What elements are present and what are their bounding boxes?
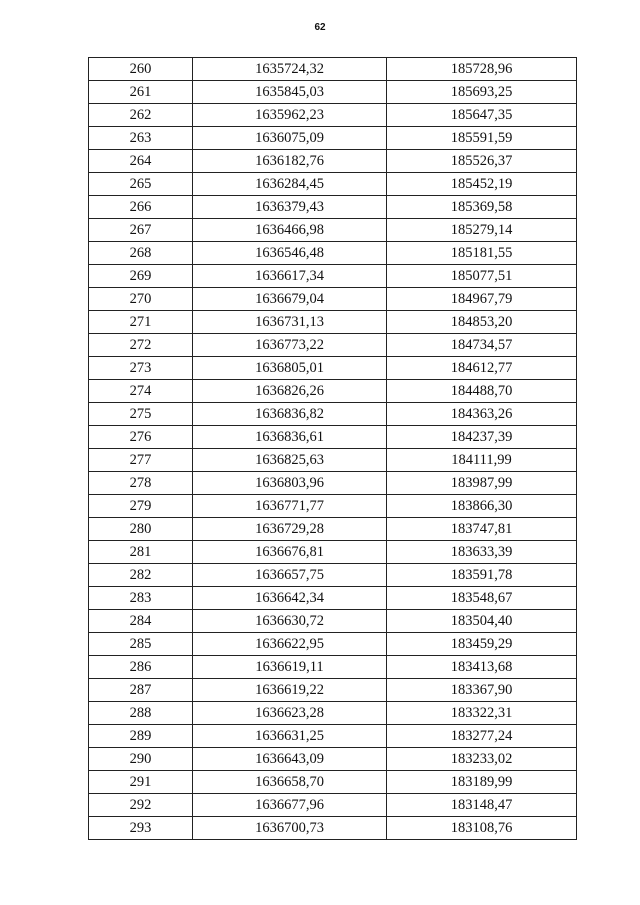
- point-number-cell: 281: [89, 541, 193, 564]
- y-coordinate-cell: 185452,19: [387, 173, 577, 196]
- table-row: [89, 127, 577, 150]
- table-row: [89, 242, 577, 265]
- y-coordinate-cell: 183987,99: [387, 472, 577, 495]
- table-row: [89, 426, 577, 449]
- table-row: [89, 311, 577, 334]
- x-coordinate-cell: 1636617,34: [193, 265, 387, 288]
- point-number-cell: 262: [89, 104, 193, 127]
- table-row: [89, 495, 577, 518]
- point-number-cell: 276: [89, 426, 193, 449]
- table-row: [89, 748, 577, 771]
- point-number-cell: 292: [89, 794, 193, 817]
- table-row: [89, 104, 577, 127]
- x-coordinate-cell: 1636836,61: [193, 426, 387, 449]
- table-row: [89, 610, 577, 633]
- y-coordinate-cell: 183367,90: [387, 679, 577, 702]
- x-coordinate-cell: 1636771,77: [193, 495, 387, 518]
- y-coordinate-cell: 183459,29: [387, 633, 577, 656]
- point-number-cell: 265: [89, 173, 193, 196]
- y-coordinate-cell: 184967,79: [387, 288, 577, 311]
- y-coordinate-cell: 183866,30: [387, 495, 577, 518]
- y-coordinate-cell: 185591,59: [387, 127, 577, 150]
- point-number-cell: 290: [89, 748, 193, 771]
- table-row: [89, 656, 577, 679]
- point-number-cell: 261: [89, 81, 193, 104]
- x-coordinate-cell: 1636622,95: [193, 633, 387, 656]
- point-number-cell: 289: [89, 725, 193, 748]
- table-row: [89, 817, 577, 840]
- point-number-cell: 288: [89, 702, 193, 725]
- y-coordinate-cell: 183591,78: [387, 564, 577, 587]
- point-number-cell: 286: [89, 656, 193, 679]
- point-number-cell: 272: [89, 334, 193, 357]
- table-row: [89, 449, 577, 472]
- table-row: [89, 81, 577, 104]
- table-row: [89, 518, 577, 541]
- point-number-cell: 291: [89, 771, 193, 794]
- x-coordinate-cell: 1636679,04: [193, 288, 387, 311]
- y-coordinate-cell: 183277,24: [387, 725, 577, 748]
- table-row: [89, 564, 577, 587]
- point-number-cell: 263: [89, 127, 193, 150]
- x-coordinate-cell: 1636546,48: [193, 242, 387, 265]
- point-number-cell: 271: [89, 311, 193, 334]
- table-row: [89, 587, 577, 610]
- coordinates-table-body: [89, 58, 577, 840]
- y-coordinate-cell: 184111,99: [387, 449, 577, 472]
- y-coordinate-cell: 185077,51: [387, 265, 577, 288]
- coordinates-table: [88, 57, 577, 840]
- table-row: [89, 403, 577, 426]
- table-row: [89, 58, 577, 81]
- table-row: [89, 633, 577, 656]
- x-coordinate-cell: 1635962,23: [193, 104, 387, 127]
- y-coordinate-cell: 184734,57: [387, 334, 577, 357]
- point-number-cell: 266: [89, 196, 193, 219]
- x-coordinate-cell: 1636182,76: [193, 150, 387, 173]
- point-number-cell: 279: [89, 495, 193, 518]
- point-number-cell: 283: [89, 587, 193, 610]
- table-row: [89, 288, 577, 311]
- y-coordinate-cell: 183189,99: [387, 771, 577, 794]
- y-coordinate-cell: 183233,02: [387, 748, 577, 771]
- x-coordinate-cell: 1636642,34: [193, 587, 387, 610]
- x-coordinate-cell: 1636676,81: [193, 541, 387, 564]
- point-number-cell: 284: [89, 610, 193, 633]
- x-coordinate-cell: 1636826,26: [193, 380, 387, 403]
- table-row: [89, 173, 577, 196]
- y-coordinate-cell: 185526,37: [387, 150, 577, 173]
- y-coordinate-cell: 183548,67: [387, 587, 577, 610]
- table-row: [89, 150, 577, 173]
- x-coordinate-cell: 1636729,28: [193, 518, 387, 541]
- point-number-cell: 275: [89, 403, 193, 426]
- point-number-cell: 287: [89, 679, 193, 702]
- y-coordinate-cell: 183148,47: [387, 794, 577, 817]
- table-row: [89, 357, 577, 380]
- y-coordinate-cell: 184237,39: [387, 426, 577, 449]
- x-coordinate-cell: 1636466,98: [193, 219, 387, 242]
- x-coordinate-cell: 1636284,45: [193, 173, 387, 196]
- x-coordinate-cell: 1636657,75: [193, 564, 387, 587]
- x-coordinate-cell: 1635845,03: [193, 81, 387, 104]
- table-row: [89, 679, 577, 702]
- table-row: [89, 196, 577, 219]
- x-coordinate-cell: 1636630,72: [193, 610, 387, 633]
- point-number-cell: 274: [89, 380, 193, 403]
- point-number-cell: 268: [89, 242, 193, 265]
- point-number-cell: 277: [89, 449, 193, 472]
- point-number-cell: 293: [89, 817, 193, 840]
- y-coordinate-cell: 184363,26: [387, 403, 577, 426]
- table-row: [89, 265, 577, 288]
- y-coordinate-cell: 185369,58: [387, 196, 577, 219]
- table-row: [89, 702, 577, 725]
- page-number: 62: [314, 22, 326, 33]
- x-coordinate-cell: 1636379,43: [193, 196, 387, 219]
- y-coordinate-cell: 183322,31: [387, 702, 577, 725]
- table-row: [89, 541, 577, 564]
- table-row: [89, 472, 577, 495]
- x-coordinate-cell: 1636658,70: [193, 771, 387, 794]
- x-coordinate-cell: 1636677,96: [193, 794, 387, 817]
- table-row: [89, 794, 577, 817]
- y-coordinate-cell: 184612,77: [387, 357, 577, 380]
- x-coordinate-cell: 1636631,25: [193, 725, 387, 748]
- point-number-cell: 278: [89, 472, 193, 495]
- x-coordinate-cell: 1636623,28: [193, 702, 387, 725]
- x-coordinate-cell: 1636731,13: [193, 311, 387, 334]
- point-number-cell: 269: [89, 265, 193, 288]
- table-row: [89, 771, 577, 794]
- table-row: [89, 334, 577, 357]
- x-coordinate-cell: 1636803,96: [193, 472, 387, 495]
- point-number-cell: 285: [89, 633, 193, 656]
- table-row: [89, 219, 577, 242]
- table-row: [89, 725, 577, 748]
- y-coordinate-cell: 183747,81: [387, 518, 577, 541]
- x-coordinate-cell: 1636700,73: [193, 817, 387, 840]
- x-coordinate-cell: 1636825,63: [193, 449, 387, 472]
- y-coordinate-cell: 185728,96: [387, 58, 577, 81]
- x-coordinate-cell: 1636075,09: [193, 127, 387, 150]
- point-number-cell: 273: [89, 357, 193, 380]
- y-coordinate-cell: 184488,70: [387, 380, 577, 403]
- point-number-cell: 282: [89, 564, 193, 587]
- y-coordinate-cell: 185693,25: [387, 81, 577, 104]
- x-coordinate-cell: 1636619,11: [193, 656, 387, 679]
- point-number-cell: 267: [89, 219, 193, 242]
- point-number-cell: 270: [89, 288, 193, 311]
- y-coordinate-cell: 185181,55: [387, 242, 577, 265]
- y-coordinate-cell: 183108,76: [387, 817, 577, 840]
- point-number-cell: 260: [89, 58, 193, 81]
- y-coordinate-cell: 183504,40: [387, 610, 577, 633]
- x-coordinate-cell: 1635724,32: [193, 58, 387, 81]
- y-coordinate-cell: 183413,68: [387, 656, 577, 679]
- x-coordinate-cell: 1636643,09: [193, 748, 387, 771]
- table-row: [89, 380, 577, 403]
- x-coordinate-cell: 1636773,22: [193, 334, 387, 357]
- y-coordinate-cell: 185647,35: [387, 104, 577, 127]
- point-number-cell: 264: [89, 150, 193, 173]
- x-coordinate-cell: 1636805,01: [193, 357, 387, 380]
- x-coordinate-cell: 1636619,22: [193, 679, 387, 702]
- y-coordinate-cell: 184853,20: [387, 311, 577, 334]
- y-coordinate-cell: 183633,39: [387, 541, 577, 564]
- y-coordinate-cell: 185279,14: [387, 219, 577, 242]
- point-number-cell: 280: [89, 518, 193, 541]
- x-coordinate-cell: 1636836,82: [193, 403, 387, 426]
